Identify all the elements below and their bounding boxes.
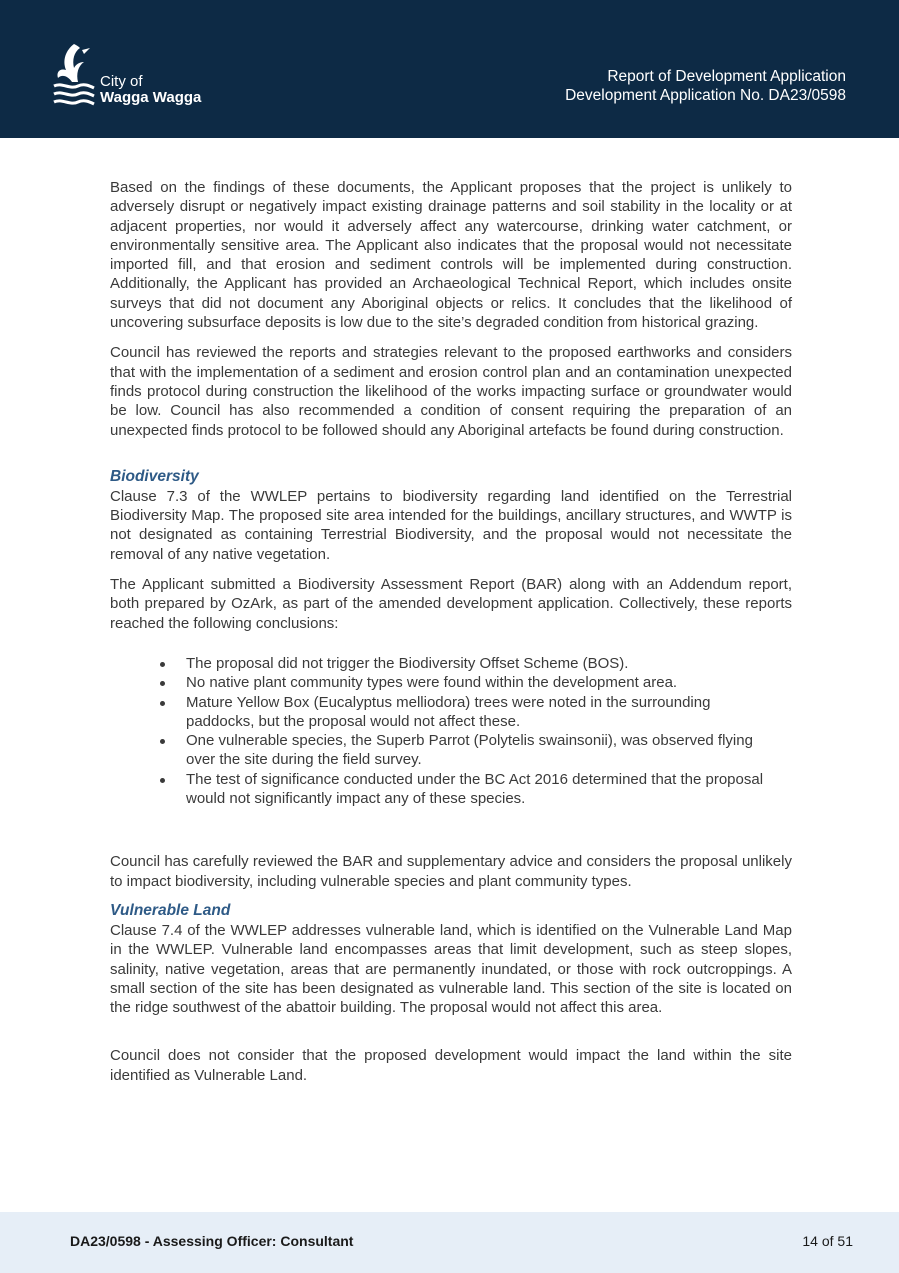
list-item bbox=[157, 731, 777, 770]
document-body bbox=[110, 178, 792, 1085]
list-item-text: One vulnerable species, the Superb Parrot (Polytelis swainsonii), was observed flying over the site during the field survey. bbox=[186, 732, 753, 769]
list-item-text: The proposal did not trigger the Biodiversity Offset Scheme (BOS). bbox=[186, 654, 629, 672]
report-title-line1: Report of Development Application bbox=[607, 68, 846, 85]
list-item-text: No native plant community types were found within the development area. bbox=[186, 674, 678, 692]
list-item-text: Mature Yellow Box (Eucalyptus melliodora) trees were noted in the surrounding paddocks, but the proposal would not affect these. bbox=[186, 693, 711, 730]
footer-reference: DA23/0598 - Assessing Officer: Consultant bbox=[70, 1233, 354, 1249]
bullet-icon bbox=[160, 662, 165, 667]
paragraph: The Applicant submitted a Biodiversity Assessment Report (BAR) along with an Addendum report, both prepared by OzArk, as part of the amended development application. Collectively, these reports reached the following conclusions: bbox=[110, 576, 792, 632]
list-item bbox=[157, 654, 777, 673]
list-item bbox=[157, 770, 777, 809]
paragraph: Clause 7.3 of the WWLEP pertains to biodiversity regarding land identified on the Terrestrial Biodiversity Map. The proposed site area intended for the buildings, ancillary structures, and WWTP is not designated as containing Terrestrial Biodiversity, and the proposal would not necessitate the removal of any native vegetation. bbox=[110, 487, 792, 563]
section-heading-vulnerable-land: Vulnerable Land bbox=[110, 901, 231, 919]
city-logo bbox=[52, 42, 222, 112]
paragraph: Council does not consider that the proposed development would impact the land within the site identified as Vulnerable Land. bbox=[110, 1047, 792, 1084]
bullet-icon bbox=[160, 778, 165, 783]
bullet-icon bbox=[160, 681, 165, 686]
paragraph: Based on the findings of these documents, the Applicant proposes that the project is unlikely to adversely disrupt or negatively impact existing drainage patterns and soil stability in the locality or at adjacent properties, nor would it adversely affect any watercourse, drinking water catchment, or environmentally sensitive area. The Applicant also indicates that the proposal would not necessitate imported fill, and that erosion and sediment controls will be implemented during construction. Additionally, the Applicant has provided an Archaeological Technical Report, which includes onsite surveys that did not document any Aboriginal objects or relics. It concludes that the likelihood of uncovering subsurface deposits is low due to the site’s degraded condition from historical grazing. bbox=[110, 179, 792, 332]
paragraph: Council has carefully reviewed the BAR and supplementary advice and considers the proposal unlikely to impact biodiversity, including vulnerable species and plant community types. bbox=[110, 853, 792, 890]
page-footer bbox=[0, 1212, 899, 1273]
conclusions-list bbox=[110, 654, 777, 808]
application-number: Development Application No. DA23/0598 bbox=[565, 87, 846, 104]
section-heading-biodiversity: Biodiversity bbox=[110, 467, 199, 485]
paragraph: Council has reviewed the reports and strategies relevant to the proposed earthworks and considers that with the implementation of a sediment and erosion control plan and an contamination unexpected finds protocol during construction the likelihood of the works impacting surface or groundwater would be low. Council has also recommended a condition of consent requiring the preparation of an unexpected finds protocol to be followed should any Aboriginal artefacts be found during construction. bbox=[110, 344, 792, 439]
paragraph: Clause 7.4 of the WWLEP addresses vulnerable land, which is identified on the Vulnerable Land Map in the WWLEP. Vulnerable land encompasses areas that limit development, such as steep slopes, salinity, native vegetation, areas that are permanently inundated, or those with rock outcroppings. A small section of the site has been designated as vulnerable land. This section of the site is located on the ridge southwest of the abattoir building. The proposal would not affect this area. bbox=[110, 921, 792, 1017]
bullet-icon bbox=[160, 739, 165, 744]
list-item bbox=[157, 693, 777, 732]
logo-line1: City of bbox=[100, 73, 143, 90]
swan-logo-icon bbox=[52, 42, 96, 108]
page-number: 14 of 51 bbox=[802, 1233, 853, 1249]
bullet-icon bbox=[160, 701, 165, 706]
list-item-text: The test of significance conducted under the BC Act 2016 determined that the proposal would not significantly impact any of these species. bbox=[186, 770, 764, 808]
report-title bbox=[565, 67, 846, 105]
page-header bbox=[0, 0, 899, 138]
logo-line2: Wagga Wagga bbox=[100, 89, 202, 106]
list-item bbox=[157, 673, 777, 692]
logo-wordmark bbox=[100, 74, 201, 106]
